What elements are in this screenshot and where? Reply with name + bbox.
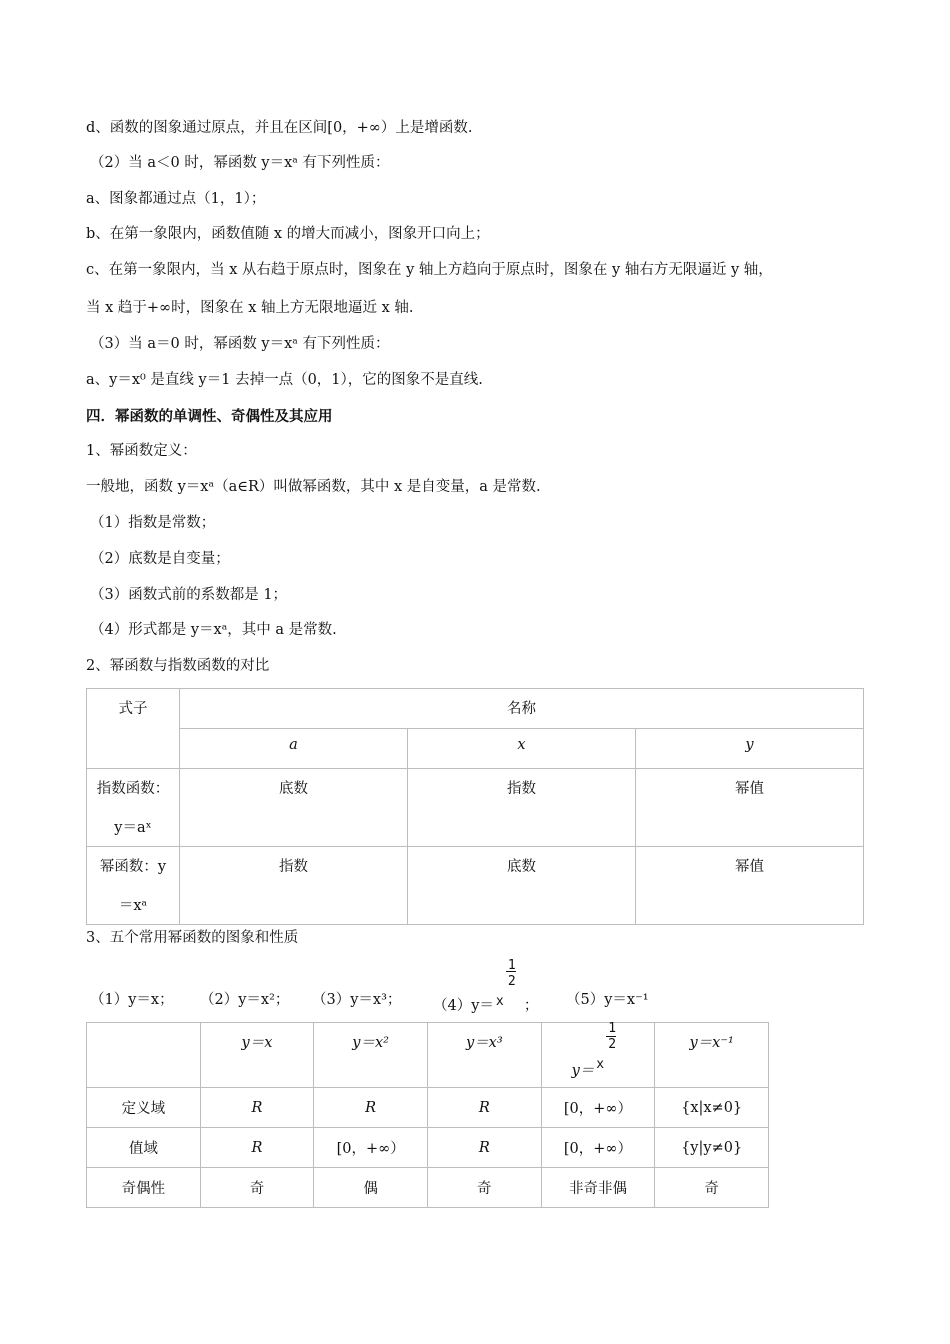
table-header-cell: 名称 — [180, 689, 864, 729]
frac-base: x — [495, 994, 504, 1009]
table-cell: 奇 — [200, 1168, 314, 1208]
text-line: a、图象都通过点（1，1）； — [86, 191, 266, 207]
function-item: （2）y＝x²； — [200, 992, 290, 1008]
table-header-cell: y＝x⁻¹ — [655, 1023, 769, 1088]
list-item: （3）函数式前的系数都是 1； — [90, 587, 288, 603]
table-header-cell: a — [180, 729, 408, 769]
function-item: （1）y＝x； — [90, 992, 174, 1008]
row-label-formula: ＝xᵃ — [118, 898, 148, 914]
subsection-title: 3、五个常用幂函数的图象和性质 — [86, 930, 299, 946]
frac-denominator: 2 — [507, 974, 516, 989]
function-suffix: ； — [523, 998, 539, 1014]
table-cell: R — [314, 1088, 428, 1128]
table-header-cell: x — [408, 729, 636, 769]
fraction-exponent — [494, 958, 524, 1010]
function-item: （5）y＝x⁻¹ — [566, 992, 649, 1008]
table-row-label — [87, 847, 180, 925]
section-heading: 四．幂函数的单调性、奇偶性及其应用 — [86, 408, 333, 425]
list-item: （2）底数是自变量； — [90, 551, 230, 567]
frac-denominator: 2 — [608, 1037, 617, 1052]
table-header-cell-sqrt — [541, 1023, 655, 1088]
row-label-line: 幂函数：y — [99, 859, 167, 875]
text-line: （3）当 a＝0 时，幂函数 y＝xᵃ 有下列性质： — [90, 336, 390, 352]
frac-numerator: 1 — [507, 958, 516, 973]
subsection-title: 2、幂函数与指数函数的对比 — [86, 658, 270, 674]
table-cell: [0，+∞） — [541, 1128, 655, 1168]
table-cell: 指数 — [408, 769, 636, 847]
table-cell: 奇 — [655, 1168, 769, 1208]
table-row-label — [87, 769, 180, 847]
row-label-formula: y＝aˣ — [114, 820, 152, 836]
text-line: d、函数的图象通过原点，并且在区间[0，+∞）上是增函数. — [86, 120, 473, 136]
text-line: （2）当 a＜0 时，幂函数 y＝xᵃ 有下列性质： — [90, 155, 390, 171]
header-prefix: y＝ — [571, 1063, 595, 1079]
table-cell: 底数 — [180, 769, 408, 847]
list-item: （1）指数是常数； — [90, 515, 216, 531]
text-line: a、y＝x⁰ 是直线 y＝1 去掉一点（0，1），它的图象不是直线. — [86, 372, 483, 388]
table-row-label: 值域 — [87, 1128, 201, 1168]
table-cell: 偶 — [314, 1168, 428, 1208]
frac-base: x — [596, 1057, 605, 1072]
table-cell: R — [200, 1088, 314, 1128]
table-cell: 指数 — [180, 847, 408, 925]
table-row-label: 奇偶性 — [87, 1168, 201, 1208]
list-item: （4）形式都是 y＝xᵃ，其中 a 是常数. — [90, 622, 337, 638]
table-header-cell: y — [636, 729, 864, 769]
text-line: 当 x 趋于+∞时，图象在 x 轴上方无限地逼近 x 轴. — [86, 300, 414, 316]
function-prefix: （4）y＝ — [433, 998, 494, 1014]
comparison-table — [86, 688, 864, 925]
table-cell: 底数 — [408, 847, 636, 925]
table-cell: {y|y≠0} — [655, 1128, 769, 1168]
definition-text: 一般地，函数 y＝xᵃ（a∈R）叫做幂函数，其中 x 是自变量，a 是常数. — [86, 479, 541, 495]
subsection-title: 1、幂函数定义： — [86, 443, 197, 459]
table-cell: 奇 — [427, 1168, 541, 1208]
table-cell: 幂值 — [636, 847, 864, 925]
text-line: b、在第一象限内，函数值随 x 的增大而减小，图象开口向上； — [86, 226, 490, 242]
table-cell: R — [200, 1128, 314, 1168]
table-cell: [0，+∞） — [314, 1128, 428, 1168]
table-cell: 幂值 — [636, 769, 864, 847]
table-header-cell: y＝x³ — [427, 1023, 541, 1088]
text-line: c、在第一象限内，当 x 从右趋于原点时，图象在 y 轴上方趋向于原点时，图象在 y 轴右方无限逼近 y 轴， — [86, 262, 773, 278]
row-label-line: 指数函数： — [96, 781, 170, 797]
table-header-cell: y＝x — [200, 1023, 314, 1088]
frac-numerator: 1 — [608, 1021, 617, 1036]
table-cell: R — [427, 1128, 541, 1168]
table-cell: 非奇非偶 — [541, 1168, 655, 1208]
function-item: （3）y＝x³； — [312, 992, 402, 1008]
table-header-cell: y＝x² — [314, 1023, 428, 1088]
power-function-table — [86, 1022, 769, 1208]
table-cell: [0，+∞） — [541, 1088, 655, 1128]
table-cell: {x|x≠0} — [655, 1088, 769, 1128]
table-header-cell — [87, 1023, 201, 1088]
fraction-exponent — [594, 1021, 624, 1075]
table-cell: R — [427, 1088, 541, 1128]
function-item-sqrt — [433, 958, 539, 1016]
table-row-label: 定义域 — [87, 1088, 201, 1128]
table-header-cell: 式子 — [87, 689, 180, 769]
